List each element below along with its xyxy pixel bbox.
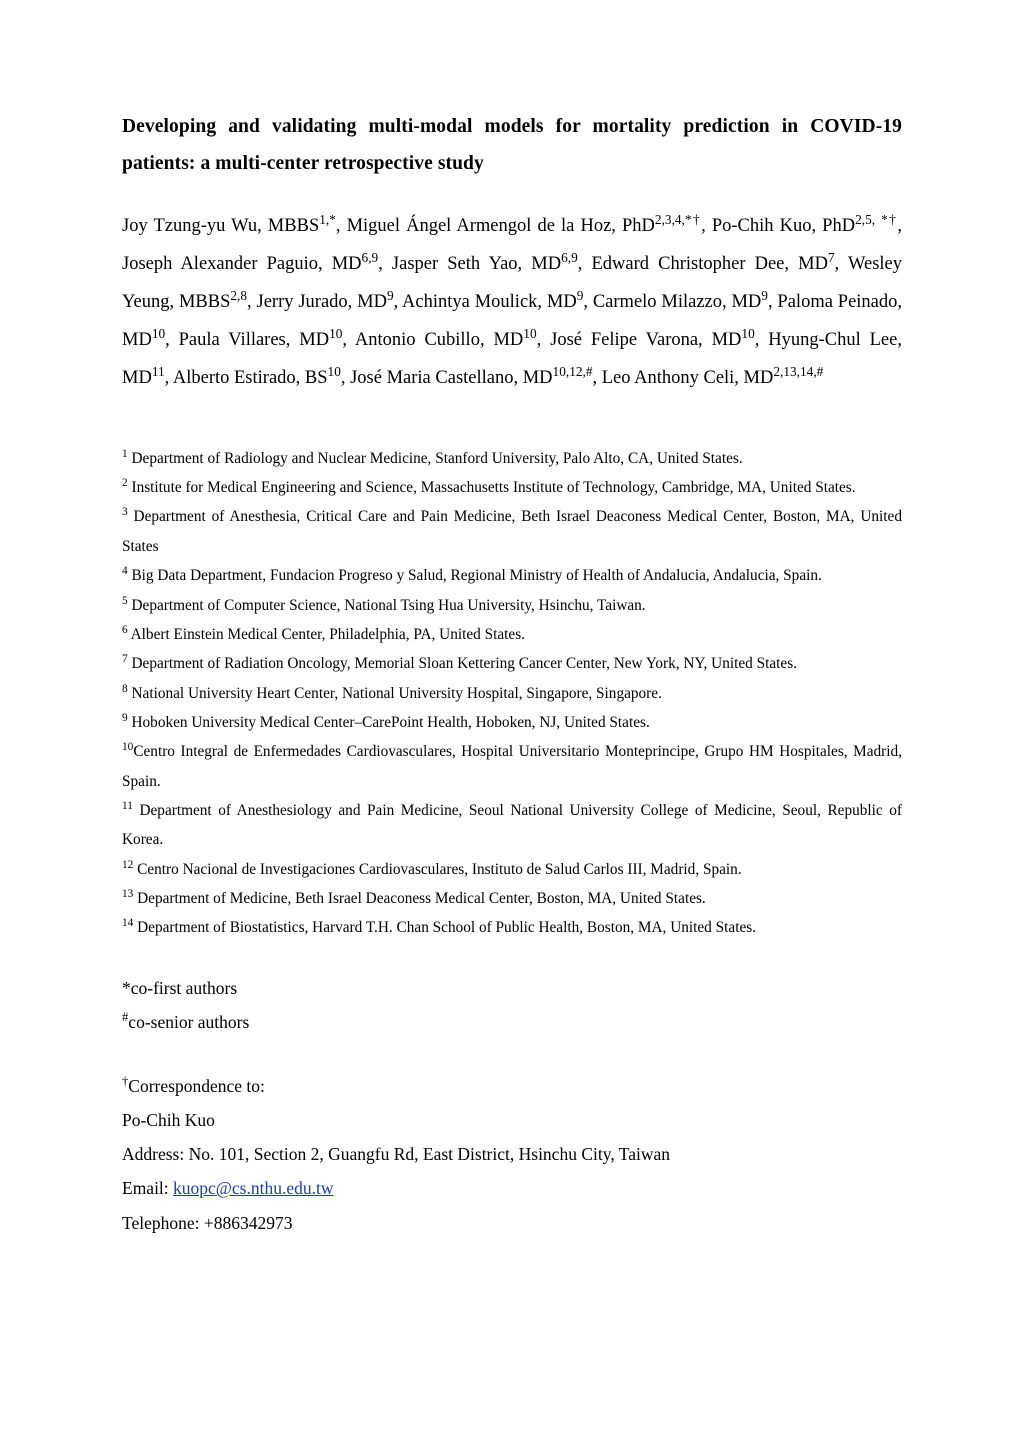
- affiliation-list: [122, 444, 902, 943]
- page-title: Developing and validating multi-modal models for mortality prediction in COVID-19 patients: a multi-center retrospective study: [122, 116, 902, 175]
- affiliation-text: Department of Computer Science, National Tsing Hua University, Hsinchu, Taiwan.: [127, 596, 646, 614]
- affiliation-item: [122, 473, 902, 502]
- affiliation-marker: 7: [122, 653, 128, 666]
- affiliation-marker: 14: [122, 917, 134, 930]
- email-label: Email:: [122, 1178, 174, 1199]
- affiliation-item: [122, 679, 902, 708]
- affiliation-text: Department of Medicine, Beth Israel Deaconess Medical Center, Boston, MA, United States.: [133, 890, 706, 908]
- affiliation-marker: 3: [122, 506, 128, 519]
- affiliation-marker: 12: [122, 858, 134, 871]
- correspondence-telephone: Telephone: +886342973: [122, 1212, 293, 1233]
- affiliation-text: Hoboken University Medical Center–CarePoint Health, Hoboken, NJ, United States.: [127, 713, 650, 731]
- affiliation-marker: 9: [122, 711, 128, 724]
- author-notes: [122, 971, 902, 1039]
- affiliation-text: Department of Radiology and Nuclear Medicine, Stanford University, Palo Alto, CA, United States.: [127, 449, 743, 467]
- affiliation-marker: 4: [122, 565, 128, 578]
- correspondence-heading-text: Correspondence to:: [128, 1076, 265, 1097]
- note-marker: #: [122, 1010, 129, 1025]
- affiliation-item: [122, 855, 902, 884]
- affiliation-marker: 6: [122, 623, 128, 636]
- affiliation-item: [122, 502, 902, 561]
- affiliation-text: Department of Radiation Oncology, Memorial Sloan Kettering Cancer Center, New York, NY, United States.: [127, 655, 797, 673]
- affiliation-text: Albert Einstein Medical Center, Philadelphia, PA, United States.: [127, 625, 525, 643]
- email-link[interactable]: kuopc@cs.nthu.edu.tw: [173, 1178, 334, 1199]
- correspondence-marker: †: [122, 1074, 129, 1089]
- affiliation-marker: 11: [122, 799, 133, 812]
- correspondence-heading: [122, 1069, 902, 1103]
- affiliation-item: [122, 649, 902, 678]
- affiliation-marker: 1: [122, 447, 128, 460]
- affiliation-text: Big Data Department, Fundacion Progreso y Salud, Regional Ministry of Health of Andalucia, Andalucia, Spain.: [127, 567, 822, 585]
- affiliation-text: Institute for Medical Engineering and Science, Massachusetts Institute of Technology, Cambridge, MA, United States.: [127, 479, 856, 497]
- note-text: co-first authors: [130, 977, 238, 998]
- correspondence-email-line: [122, 1171, 902, 1205]
- affiliation-item: [122, 591, 902, 620]
- affiliation-item: [122, 620, 902, 649]
- affiliation-text: Department of Anesthesiology and Pain Medicine, Seoul National University College of Medicine, Seoul, Republic of Korea.: [122, 802, 902, 849]
- affiliation-item: [122, 444, 902, 473]
- affiliation-text: National University Heart Center, National University Hospital, Singapore, Singapore.: [127, 684, 662, 702]
- correspondence-block: [122, 1069, 902, 1240]
- affiliation-marker: 2: [122, 476, 128, 489]
- affiliation-item: [122, 884, 902, 913]
- note-text: co-senior authors: [128, 1011, 250, 1032]
- correspondence-name: Po-Chih Kuo: [122, 1110, 215, 1131]
- affiliation-item: [122, 708, 902, 737]
- note-marker: *: [122, 977, 131, 998]
- affiliation-text: Centro Nacional de Investigaciones Cardiovasculares, Instituto de Salud Carlos III, Madrid, Spain.: [133, 860, 742, 878]
- affiliation-text: Department of Biostatistics, Harvard T.H. Chan School of Public Health, Boston, MA, United States.: [133, 919, 757, 937]
- affiliation-item: [122, 796, 902, 855]
- affiliation-item: [122, 913, 902, 942]
- affiliation-marker: 10: [122, 741, 134, 754]
- affiliation-marker: 8: [122, 682, 128, 695]
- affiliation-text: Department of Anesthesia, Critical Care and Pain Medicine, Beth Israel Deaconess Medical Center, Boston, MA, United States: [122, 508, 902, 555]
- note-co-first-authors: [122, 971, 902, 1005]
- author-list: Joy Tzung-yu Wu, $MBBS^{1,*}$, Miguel Ángel Armengol de la Hoz, PhD$^{2,3,4,*\dagger}$, Po-Chih Kuo, PhD$^{2,5,}$ *†, Joseph Alexander Paguio, MD$^{6,9}$, Jasper Seth Yao, MD$^{6,9}$, Edward Christopher Dee, $MD^7$, Wesley Yeung, MBBS$^{2,8}$, Jerry Jurado, $MD^9$, Achintya Moulick, $MD^9$, Carmelo Milazzo, $MD^9$, Paloma Peinado, MD$^{10}$, Paula Villares, MD$^{10}$, Antonio Cubillo, MD$^{10}$, José Felipe Varona, MD$^{10}$, Hyung-Chul Lee, MD$^{11}$, Alberto Estirado, BS$^{10}$, José Maria Castellano, $MD^{10,12,\#}$, Leo Anthony Celi, $MD^{2,13,14,\#}$: [122, 211, 903, 388]
- correspondence-address: Address: No. 101, Section 2, Guangfu Rd, East District, Hsinchu City, Taiwan: [122, 1144, 671, 1165]
- affiliation-marker: 13: [122, 888, 134, 900]
- affiliation-text: Centro Integral de Enfermedades Cardiovasculares, Hospital Universitario Monteprincipe, Grupo HM Hospitales, Madrid, Spain.: [122, 743, 902, 790]
- note-co-senior-authors: [122, 1005, 902, 1039]
- affiliation-marker: 5: [122, 594, 128, 607]
- affiliation-item: [122, 737, 902, 796]
- affiliation-item: [122, 561, 902, 590]
